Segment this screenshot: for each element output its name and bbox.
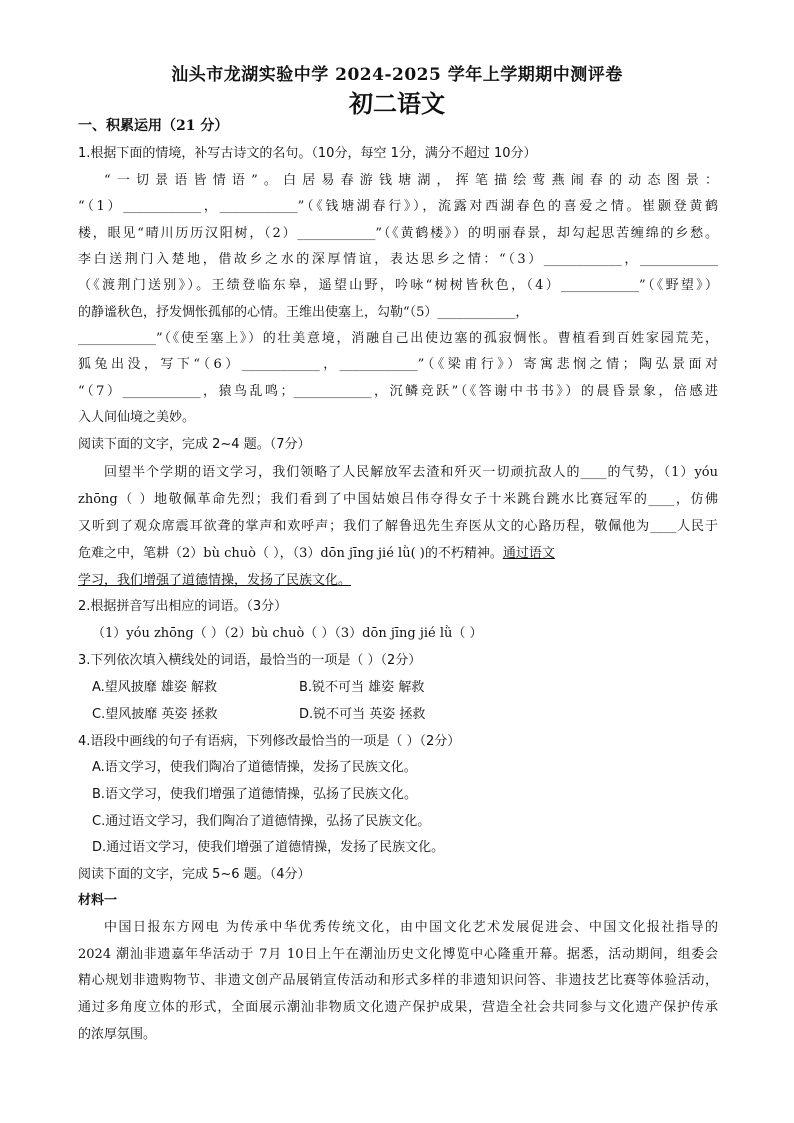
material-line: 的浓厚氛围。 xyxy=(78,1027,157,1042)
material-line: 精心规划非遗购物节、非遗文创产品展销宣传活动和形式多样的非遗知识问答、非遗技艺比赛等体验活动， xyxy=(78,973,718,988)
q1-line: 狐兔出没，写下“（6）____________，____________”（《梁甫行》）寄寓悲悯之情；陶弘景面对 xyxy=(78,357,718,372)
section-heading: 一、积累运用（21 分） xyxy=(78,118,229,134)
q2-stem: 2.根据拼音写出相应的词语。（3分） xyxy=(78,599,288,614)
material-line: 2024 潮汕非遗嘉年华活动于 7月 10日上午在潮汕历史文化博览中心隆重开幕。据悉，活动期间，组委会 xyxy=(78,947,718,962)
exam-subject: 初二语文 xyxy=(349,89,445,118)
q2-items: （1）yóu zhōng（ ）（2）bù chuò（ ）（3）dōn jīng jié lǜ（ ） xyxy=(92,626,483,641)
q1-line: 入人间仙境之美妙。 xyxy=(78,410,196,425)
q1-line: “一切景语皆情语”。白居易春游钱塘湖，挥笔描绘莺燕闹春的动态图景： xyxy=(104,173,718,188)
q1-line: 楼，眼见“晴川历历汉阳树，（2）____________”（《黄鹤楼》）的明丽春景，却勾起思苦缠绵的乡愁。 xyxy=(78,226,718,241)
q1-line: ____________”（《使至塞上》）的壮美意境，消融自己出使边塞的孤寂惆怅。曹植看到百姓家园荒芜， xyxy=(78,331,718,346)
q1-line: “（1）____________，____________”（《钱塘湖春行》），流露对西湖春色的喜爱之情。崔颢登黄鹤 xyxy=(78,199,718,214)
exam-title: 汕头市龙湖实验中学 2024-2025 学年上学期期中测评卷 xyxy=(171,65,623,85)
reading1-line: zhōng（ ）地敬佩革命先烈；我们看到了中国姑娘吕伟夺得女子十米跳台跳水比赛冠军的____，仿佛 xyxy=(78,492,718,507)
reading1-line: 回望半个学期的语文学习，我们领略了人民解放军去渣和歼灭一切顽抗敌人的____的气势，（1）yóu xyxy=(104,465,718,480)
q4-option-d: D.通过语文学习，使我们增强了道德情操，发扬了民族文化。 xyxy=(92,840,445,855)
q3-option-d: D.锐不可当 英姿 拯救 xyxy=(299,707,426,722)
q1-line: 的静谧秋色，抒发惆怅孤郁的心情。王维出使塞上，勾勒“（5）____________， xyxy=(78,305,529,320)
material-title: 材料一 xyxy=(78,893,118,908)
q3-option-c: C.望风披靡 英姿 拯救 xyxy=(92,707,218,722)
reading1-line: 又听到了观众席震耳欲聋的掌声和欢呼声；我们了解鲁迅先生弃医从文的心路历程，敬佩他为____人民于 xyxy=(78,519,718,534)
material-line: 通过多角度立体的形式，全面展示潮汕非物质文化遗产保护成果，营造全社会共同参与文化遗产保护传承 xyxy=(78,1000,718,1015)
q3-option-a: A.望风披靡 雄姿 解救 xyxy=(92,680,218,695)
q3-stem: 3.下列依次填入横线处的词语，最恰当的一项是（ ）（2分） xyxy=(78,653,422,668)
reading1-intro: 阅读下面的文字，完成 2~4 题。（7分） xyxy=(78,437,311,452)
reading2-intro: 阅读下面的文字，完成 5~6 题。（4分） xyxy=(78,867,311,882)
q3-option-b: B.锐不可当 雄姿 解救 xyxy=(299,680,425,695)
q1-line: 李白送荆门入楚地，借故乡之水的深厚情谊，表达思乡之情：“（3）____________，____________ xyxy=(78,252,718,267)
reading1-line-text: 危难之中，笔耕（2）bù chuò（ ），（3）dōn jīng jié lǜ( )的不朽精神。 xyxy=(78,546,503,561)
q1-stem: 1.根据下面的情境，补写古诗文的名句。（10分，每空 1分，满分不超过 10分） xyxy=(78,146,537,161)
q4-option-b: B.语文学习，使我们增强了道德情操，弘扬了民族文化。 xyxy=(92,787,418,802)
underlined-sentence-start: 通过语文 xyxy=(502,546,555,561)
q4-stem: 4.语段中画线的句子有语病，下列修改最恰当的一项是（ ）（2分） xyxy=(78,734,461,749)
reading1-line xyxy=(78,545,555,563)
underlined-sentence-end: 学习，我们增强了道德情操，发扬了民族文化。 xyxy=(78,573,352,588)
q4-option-a: A.语文学习，使我们陶冶了道德情操，发扬了民族文化。 xyxy=(92,760,417,775)
q4-option-c: C.通过语文学习，我们陶冶了道德情操，弘扬了民族文化。 xyxy=(92,814,431,829)
q1-line: “（7）____________，猿鸟乱鸣；____________，沉鳞竞跃”（《答谢中书书》）的晨昏景象，倍感进 xyxy=(78,384,718,399)
q1-line: （《渡荆门送别》）。王绩登临东皋，遥望山野，吟咏“树树皆秋色，（4）____________”（《野望》） xyxy=(78,278,718,293)
material-line: 中国日报东方网电 为传承中华优秀传统文化，由中国文化艺术发展促进会、中国文化报社指导的 xyxy=(104,920,718,935)
